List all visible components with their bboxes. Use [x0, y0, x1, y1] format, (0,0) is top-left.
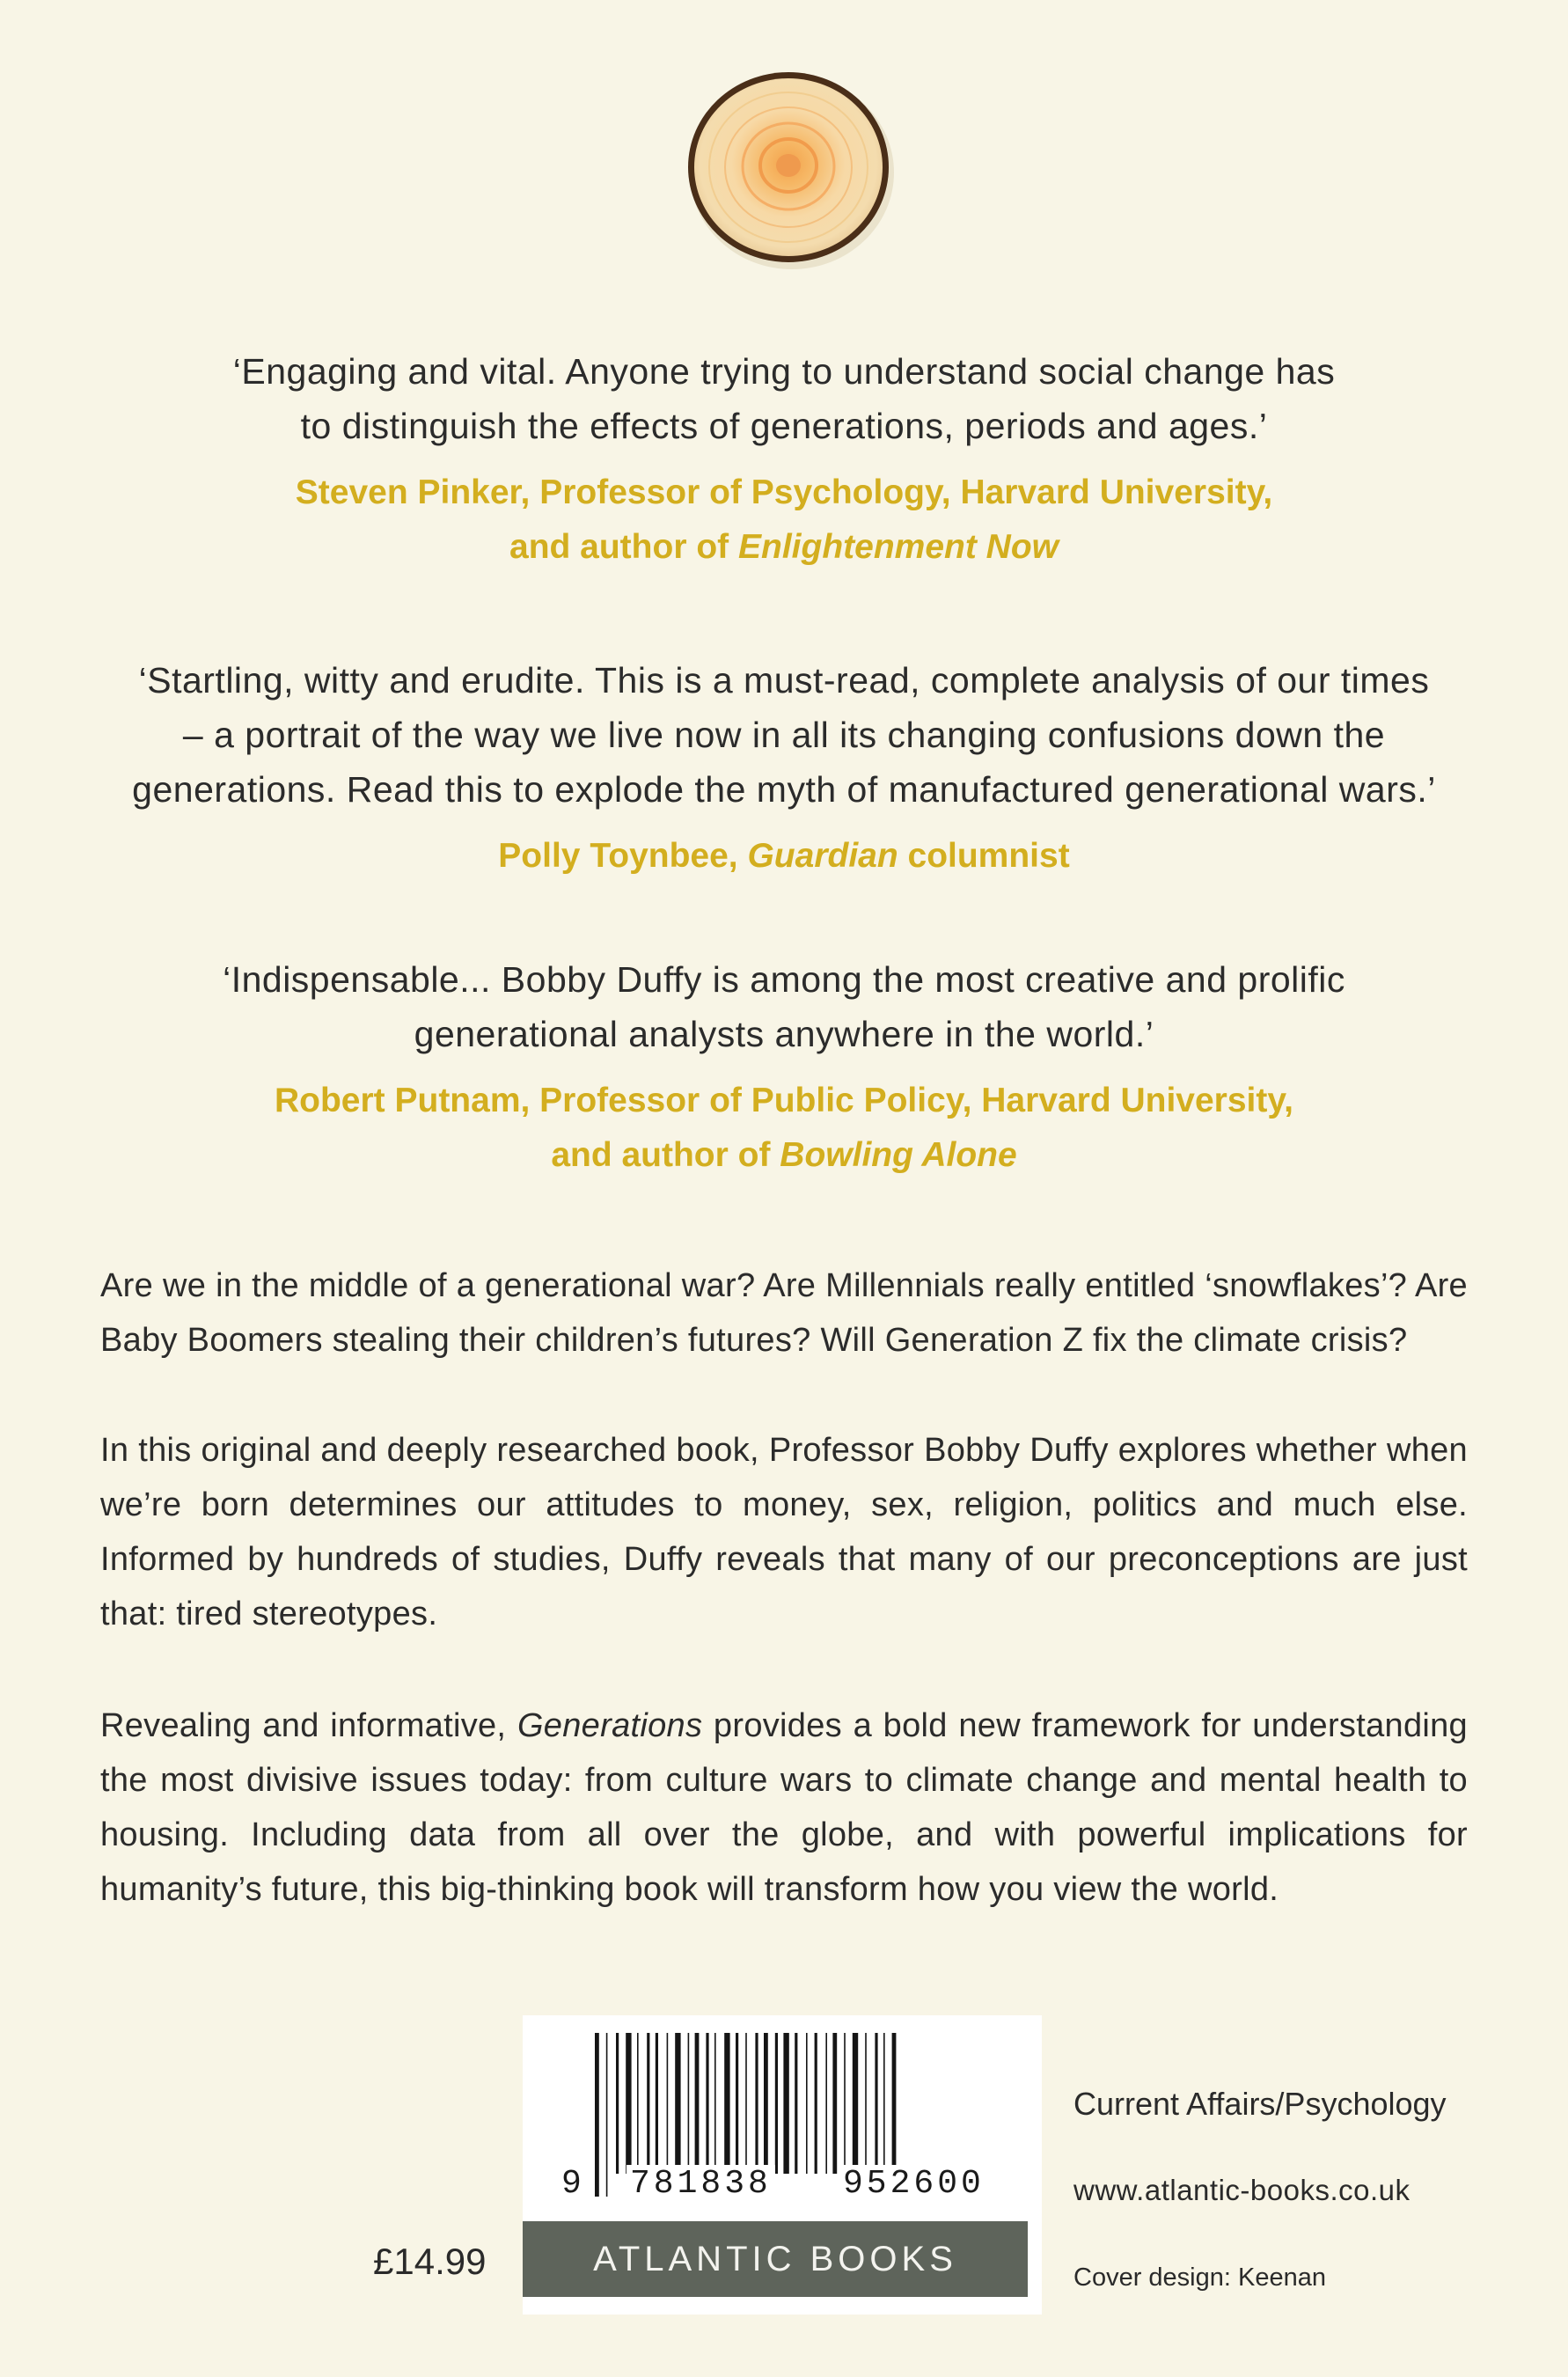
wood-slice-icon: [683, 65, 898, 273]
barcode-bar: [626, 2033, 631, 2174]
barcode-digits-left: 781838: [626, 2165, 775, 2203]
barcode-bar: [695, 2033, 700, 2174]
barcode-bar: [714, 2033, 716, 2174]
quote-toynbee: [0, 653, 1568, 884]
barcode-bar: [688, 2033, 690, 2174]
quote-text: – a portrait of the way we live now in all its changing confusions down the: [182, 715, 1386, 755]
barcode-bar: [764, 2033, 768, 2174]
barcode-bar: [755, 2033, 758, 2174]
barcode-bar: [675, 2033, 680, 2174]
barcode-bar: [795, 2033, 797, 2174]
attribution-prefix: and author of: [551, 1136, 780, 1174]
barcode-bar: [595, 2033, 599, 2197]
quote-text: ‘Startling, witty and erudite. This is a must-read, complete analysis of our times: [138, 660, 1430, 701]
attribution-line: [0, 1128, 1568, 1183]
barcode-bar: [832, 2033, 837, 2174]
book-title: Enlightenment Now: [737, 528, 1059, 566]
barcode-bar: [775, 2033, 778, 2174]
paragraph-text: [100, 1698, 1468, 1917]
barcode-bar: [724, 2033, 729, 2174]
quote-attribution: [0, 1074, 1568, 1183]
paragraph-prefix: Revealing and informative,: [100, 1707, 517, 1744]
quote-text: generational analysts anywhere in the world.’: [414, 1014, 1154, 1054]
barcode-bar: [706, 2033, 708, 2174]
price: £14.99: [373, 2241, 487, 2282]
blurb-paragraph-2: [100, 1423, 1468, 1641]
cover-design-credit: Cover design: Keenan: [1073, 2263, 1326, 2292]
book-title: Bowling Alone: [780, 1136, 1017, 1174]
attribution-prefix: and author of: [509, 528, 738, 566]
publication-name: Guardian: [747, 837, 898, 875]
barcode-bar: [806, 2033, 808, 2174]
barcode-bar: [667, 2033, 669, 2174]
attribution-line: Steven Pinker, Professor of Psychology, Harvard University,: [295, 473, 1273, 511]
attribution-suffix: columnist: [898, 837, 1070, 875]
blurb-paragraph-3: [100, 1698, 1468, 1917]
attribution-name: Polly Toynbee,: [498, 837, 748, 875]
paragraph-suffix: provides a bold new framework for understanding the most divisive issues today: from culture wars to climate change and mental health to housing. Including data from all over the globe, and with powerful implications for humanity’s future, this big-thinking book will transform how you view the world.: [100, 1707, 1468, 1908]
quote-putnam: [0, 952, 1568, 1183]
blurb-paragraph-1: [100, 1258, 1468, 1368]
barcode-bar: [865, 2033, 867, 2174]
barcode-digit-prefix: 9: [558, 2165, 589, 2203]
publisher-website[interactable]: www.atlantic-books.co.uk: [1073, 2174, 1410, 2206]
paragraph-text: In this original and deeply researched book, Professor Bobby Duffy explores whether when we’re born determines our attitudes to money, sex, religion, politics and much else. Informed by hundreds of studies, Duffy reveals that many of our preconceptions are just that: tired stereotypes.: [100, 1432, 1468, 1632]
quote-text: to distinguish the effects of generations, periods and ages.’: [300, 406, 1268, 446]
barcode-bar: [606, 2033, 608, 2197]
quote-text: ‘Engaging and vital. Anyone trying to understand social change has: [232, 351, 1336, 392]
publisher-band: ATLANTIC BOOKS: [523, 2221, 1028, 2297]
quote-text: ‘Indispensable... Bobby Duffy is among the most creative and prolific: [223, 959, 1345, 1000]
category-label: Current Affairs/Psychology: [1073, 2086, 1447, 2122]
barcode-bar: [637, 2033, 639, 2174]
barcode-bar: [656, 2033, 658, 2174]
barcode-bar: [783, 2033, 788, 2174]
quote-pinker: [0, 344, 1568, 575]
barcode-digits-right: 952600: [839, 2165, 988, 2203]
barcode-bar: [815, 2033, 817, 2174]
quote-text: generations. Read this to explode the myth of manufactured generational wars.’: [132, 769, 1436, 810]
paragraph-text: Are we in the middle of a generational war? Are Millennials really entitled ‘snowflakes’? Are Baby Boomers stealing their children’s futures? Will Generation Z fix the climate crisis?: [100, 1267, 1468, 1359]
book-title: Generations: [517, 1707, 703, 1744]
quote-attribution: [0, 466, 1568, 575]
barcode-bar: [825, 2033, 827, 2174]
attribution-line: [0, 520, 1568, 575]
barcode-bar: [616, 2033, 619, 2174]
quote-attribution: [0, 829, 1568, 884]
barcode-bar: [853, 2033, 858, 2174]
barcode-bar: [647, 2033, 649, 2174]
barcode-bar: [844, 2033, 846, 2174]
barcode-bar: [892, 2033, 897, 2174]
attribution-line: Robert Putnam, Professor of Public Policy, Harvard University,: [274, 1082, 1294, 1119]
